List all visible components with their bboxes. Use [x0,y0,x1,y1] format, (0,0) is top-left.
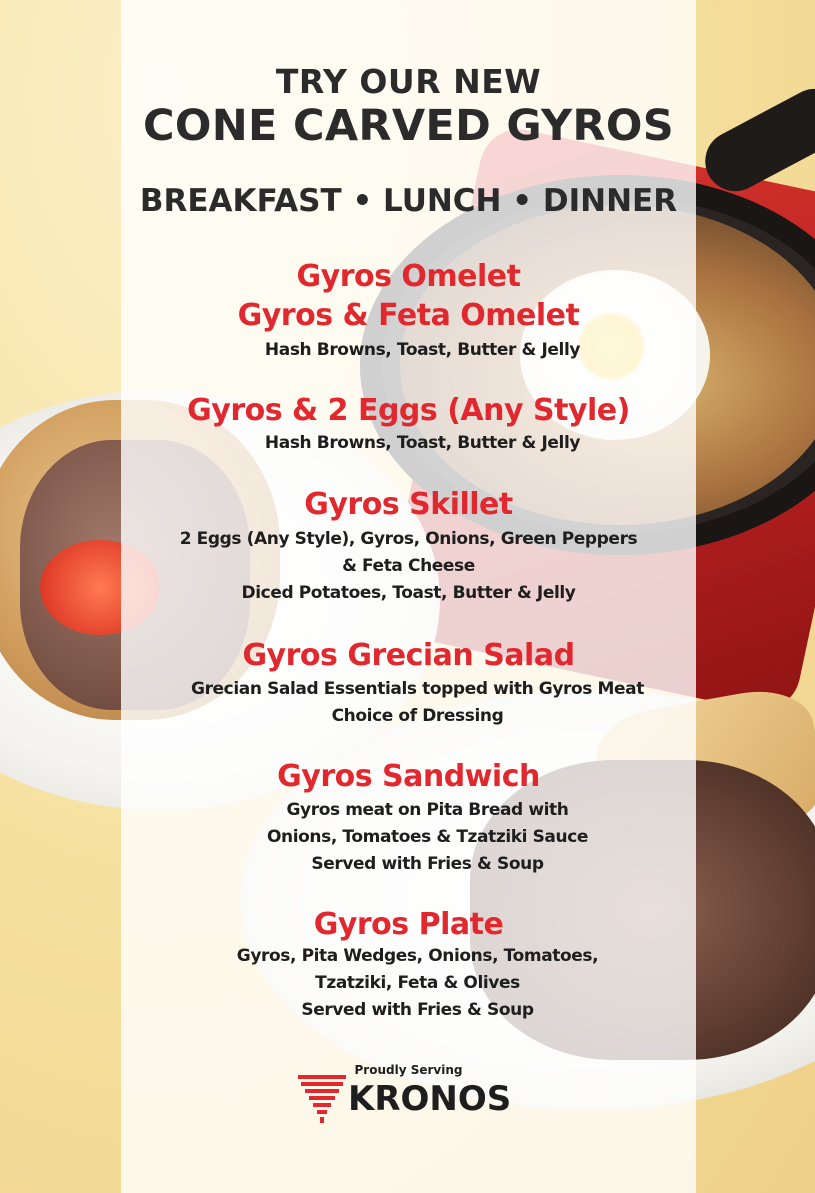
item-title-gyros-feta-omelet: Gyros & Feta Omelet [237,298,580,333]
item-title-gyros-2-eggs: Gyros & 2 Eggs (Any Style) [187,393,630,428]
item-desc-skillet-3: Diced Potatoes, Toast, Butter & Jelly [241,583,576,603]
proudly-serving-label: Proudly Serving [354,1063,463,1077]
item-desc-plate-2: Tzatziki, Feta & Olives [315,973,520,993]
item-desc-sandwich-2: Onions, Tomatoes & Tzatziki Sauce [266,827,589,847]
item-desc-omelet: Hash Browns, Toast, Butter & Jelly [264,340,581,360]
kronos-wordmark: KRONOS [348,1079,512,1119]
item-desc-skillet-1: 2 Eggs (Any Style), Gyros, Onions, Green Peppers [179,529,638,549]
item-desc-plate-1: Gyros, Pita Wedges, Onions, Tomatoes, [236,946,599,966]
item-title-gyros-omelet: Gyros Omelet [296,259,521,294]
item-title-gyros-skillet: Gyros Skillet [304,487,513,522]
kronos-cone-icon [298,1075,346,1123]
item-desc-plate-3: Served with Fries & Soup [301,1000,534,1020]
headline-cone-carved-gyros: CONE CARVED GYROS [143,101,674,151]
item-desc-salad-2: Choice of Dressing [331,706,504,726]
headline-try-our-new: TRY OUR NEW [275,62,542,101]
item-desc-skillet-2: & Feta Cheese [342,556,475,576]
item-desc-salad-1: Grecian Salad Essentials topped with Gyros Meat [191,679,644,699]
item-desc-sandwich-3: Served with Fries & Soup [311,854,544,874]
item-title-gyros-plate: Gyros Plate [313,907,504,942]
item-title-grecian-salad: Gyros Grecian Salad [242,638,575,673]
item-desc-sandwich-1: Gyros meat on Pita Bread with [286,800,569,820]
meal-times: BREAKFAST • LUNCH • DINNER [139,183,678,219]
item-desc-2-eggs: Hash Browns, Toast, Butter & Jelly [264,433,581,453]
item-title-gyros-sandwich: Gyros Sandwich [277,759,540,794]
kronos-logo [298,1075,538,1125]
